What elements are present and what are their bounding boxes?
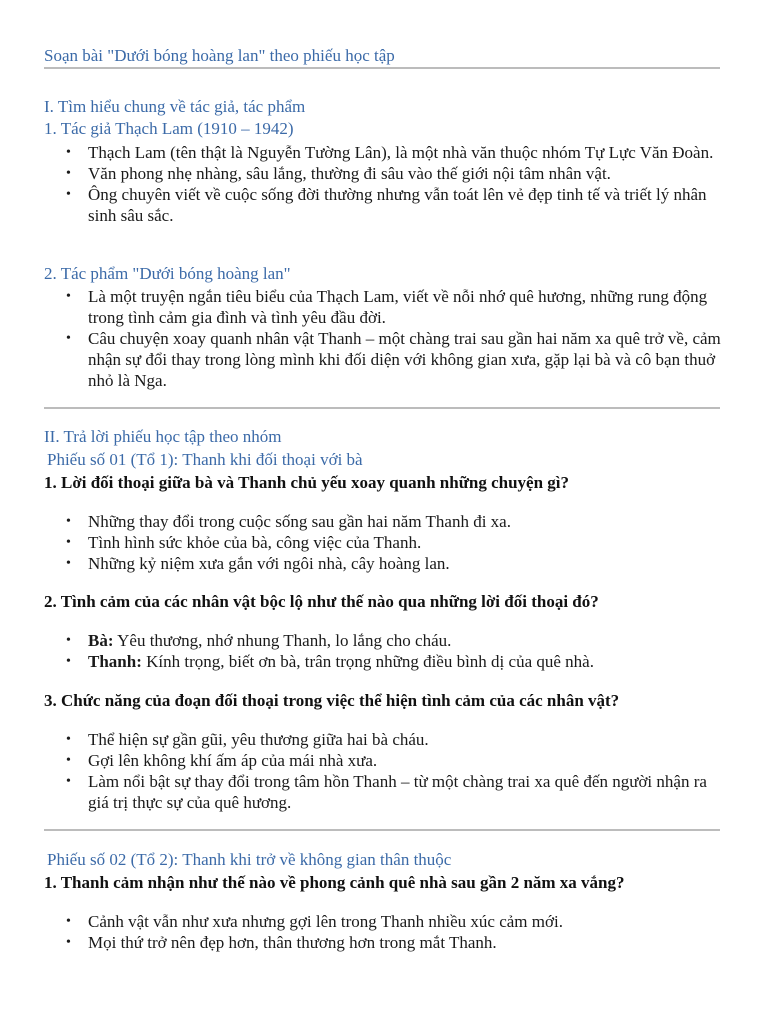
- sheet-1-q3-bullets: [66, 729, 726, 813]
- item-label: Bà:: [88, 631, 114, 650]
- item-label: Thanh:: [88, 652, 142, 671]
- work-bullets: [66, 286, 726, 391]
- author-bullets: [66, 142, 726, 226]
- list-item: • Những kỷ niệm xưa gắn với ngôi nhà, cây hoàng lan.: [66, 553, 726, 574]
- author-heading: 1. Tác giả Thạch Lam (1910 – 1942): [44, 119, 294, 138]
- list-item: • Cảnh vật vẫn như xưa nhưng gợi lên trong Thanh nhiều xúc cảm mới.: [66, 911, 726, 932]
- sheet-1-q2-bullets: [66, 630, 726, 672]
- list-item: • Văn phong nhẹ nhàng, sâu lắng, thường đi sâu vào thế giới nội tâm nhân vật.: [66, 163, 726, 184]
- sheet-1-question-3: 3. Chức năng của đoạn đối thoại trong việc thể hiện tình cảm của các nhân vật?: [44, 691, 620, 710]
- list-item: • Làm nổi bật sự thay đổi trong tâm hồn Thanh – từ một chàng trai xa quê đến người nhận ra giá trị thực sự của quê hương.: [66, 771, 726, 813]
- list-item: • Mọi thứ trở nên đẹp hơn, thân thương hơn trong mắt Thanh.: [66, 932, 726, 953]
- sheet-1-title: Phiếu số 01 (Tổ 1): Thanh khi đối thoại với bà: [47, 450, 363, 469]
- divider: [44, 407, 720, 409]
- sheet-2-q1-bullets: [66, 911, 726, 953]
- list-item: • Ông chuyên viết về cuộc sống đời thường nhưng vẫn toát lên vẻ đẹp tinh tế và triết lý nhân sinh sâu sắc.: [66, 184, 726, 226]
- sheet-1-heading: [44, 449, 363, 471]
- list-item: • Thạch Lam (tên thật là Nguyễn Tường Lân), là một nhà văn thuộc nhóm Tự Lực Văn Đoàn.: [66, 142, 726, 163]
- list-item: • Tình hình sức khỏe của bà, công việc của Thanh.: [66, 532, 726, 553]
- sheet-2-question-1: 1. Thanh cảm nhận như thế nào về phong cảnh quê nhà sau gần 2 năm xa vắng?: [44, 873, 625, 892]
- divider: [44, 67, 720, 69]
- list-item: • Là một truyện ngắn tiêu biểu của Thạch Lam, viết về nỗi nhớ quê hương, những rung động trong tình cảm gia đình và tình yêu đầu đời.: [66, 286, 726, 328]
- sheet-1-q1-bullets: [66, 511, 726, 574]
- section-1-heading: I. Tìm hiểu chung về tác giả, tác phẩm: [44, 97, 306, 116]
- sheet-1-question-1: 1. Lời đối thoại giữa bà và Thanh chủ yếu xoay quanh những chuyện gì?: [44, 473, 570, 492]
- list-item: • Những thay đổi trong cuộc sống sau gần hai năm Thanh đi xa.: [66, 511, 726, 532]
- document-title: Soạn bài "Dưới bóng hoàng lan" theo phiếu học tập: [44, 46, 395, 65]
- sheet-2-heading: [44, 849, 451, 871]
- list-item: [66, 630, 726, 651]
- item-text: Kính trọng, biết ơn bà, trân trọng những điều bình dị của quê nhà.: [141, 652, 594, 671]
- list-item: • Câu chuyện xoay quanh nhân vật Thanh – một chàng trai sau gần hai năm xa quê trở về, cảm nhận sự đổi thay trong lòng mình khi đối diện với không gian xưa, gặp lại bà và cô bạn thuở nhỏ là Nga.: [66, 328, 726, 391]
- list-item: [66, 651, 726, 672]
- item-text: Yêu thương, nhớ nhung Thanh, lo lắng cho cháu.: [113, 631, 452, 650]
- sheet-2-title: Phiếu số 02 (Tổ 2): Thanh khi trở về không gian thân thuộc: [47, 850, 452, 869]
- sheet-1-question-2: 2. Tình cảm của các nhân vật bộc lộ như thế nào qua những lời đối thoại đó?: [44, 592, 599, 611]
- list-item: • Gợi lên không khí ấm áp của mái nhà xưa.: [66, 750, 726, 771]
- list-item: • Thể hiện sự gần gũi, yêu thương giữa hai bà cháu.: [66, 729, 726, 750]
- section-2-heading: II. Trả lời phiếu học tập theo nhóm: [44, 427, 282, 446]
- divider: [44, 829, 720, 831]
- work-heading: 2. Tác phẩm "Dưới bóng hoàng lan": [44, 264, 291, 283]
